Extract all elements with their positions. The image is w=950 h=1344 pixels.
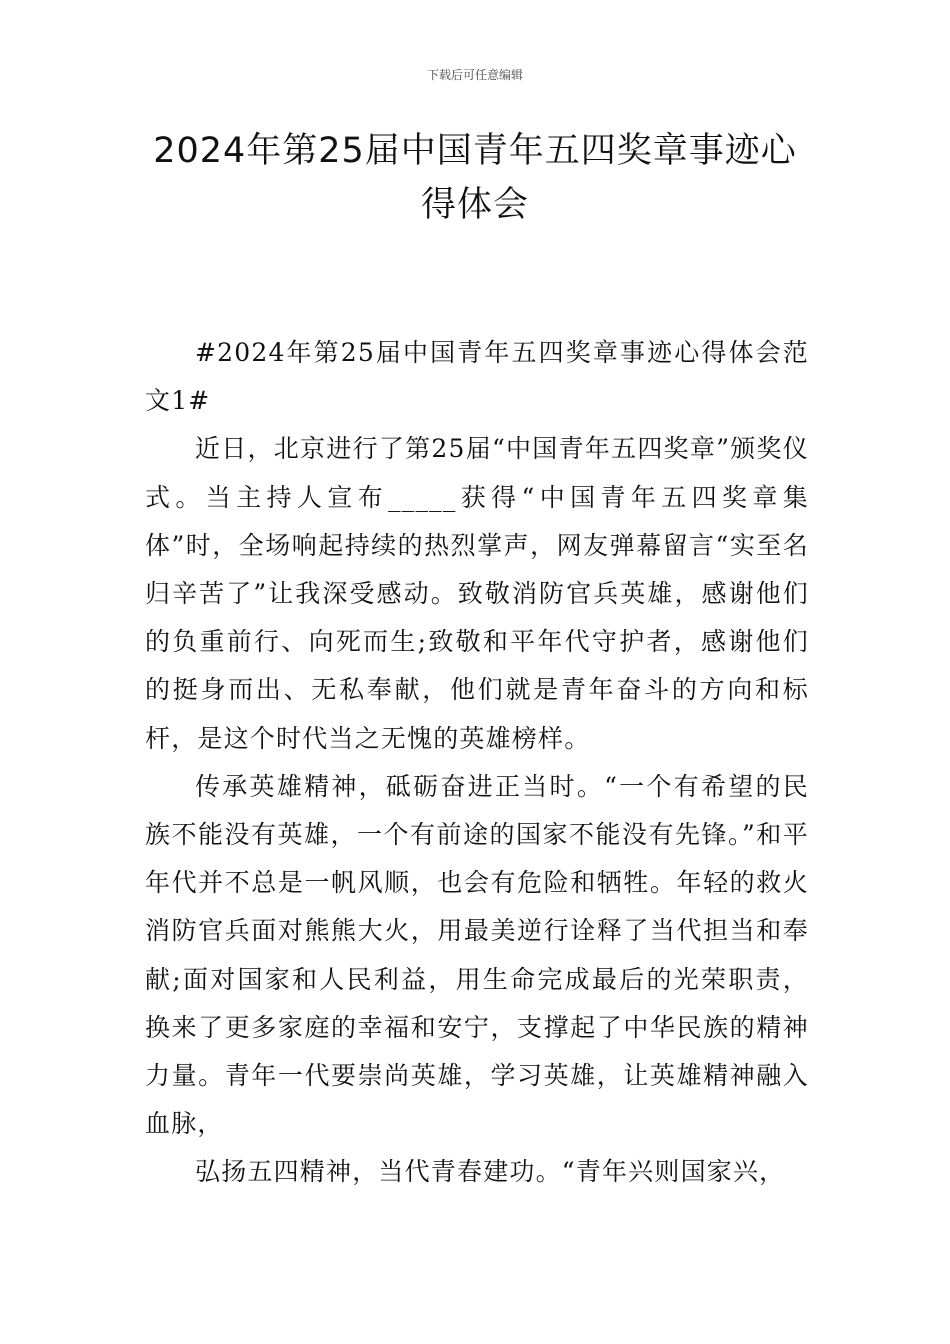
- document-body: [145, 329, 809, 1197]
- document-title: 2024年第25届中国青年五四奖章事迹心得体会: [153, 131, 797, 225]
- paragraph: 弘扬五四精神，当代青春建功。“青年兴则国家兴，: [195, 1157, 786, 1187]
- paragraph: 近日，北京进行了第25届“中国青年五四奖章”颁奖仪式。当主持人宣布_____获得“中国青年五四奖章集体”时，全场响起持续的热烈掌声，网友弹幕留言“实至名归辛苦了”让我深受感动。致敬消防官兵英雄，感谢他们的负重前行、向死而生;致敬和平年代守护者，感谢他们的挺身而出、无私奉献，他们就是青年奋斗的方向和标杆，是这个时代当之无愧的英雄榜样。: [145, 434, 809, 753]
- paragraph-heading: #2024年第25届中国青年五四奖章事迹心得体会范文1#: [145, 338, 809, 416]
- header-note: 下载后可任意编辑: [426, 68, 523, 82]
- paragraph: 传承英雄精神，砥砺奋进正当时。“一个有希望的民族不能没有英雄，一个有前途的国家不能没有先锋。”和平年代并不总是一帆风顺，也会有危险和牺牲。年轻的救火消防官兵面对熊熊大火，用最美逆行诠释了当代担当和奉献;面对国家和人民利益，用生命完成最后的光荣职责，换来了更多家庭的幸福和安宁，支撑起了中华民族的精神力量。青年一代要崇尚英雄，学习英雄，让英雄精神融入血脉，: [145, 771, 809, 1139]
